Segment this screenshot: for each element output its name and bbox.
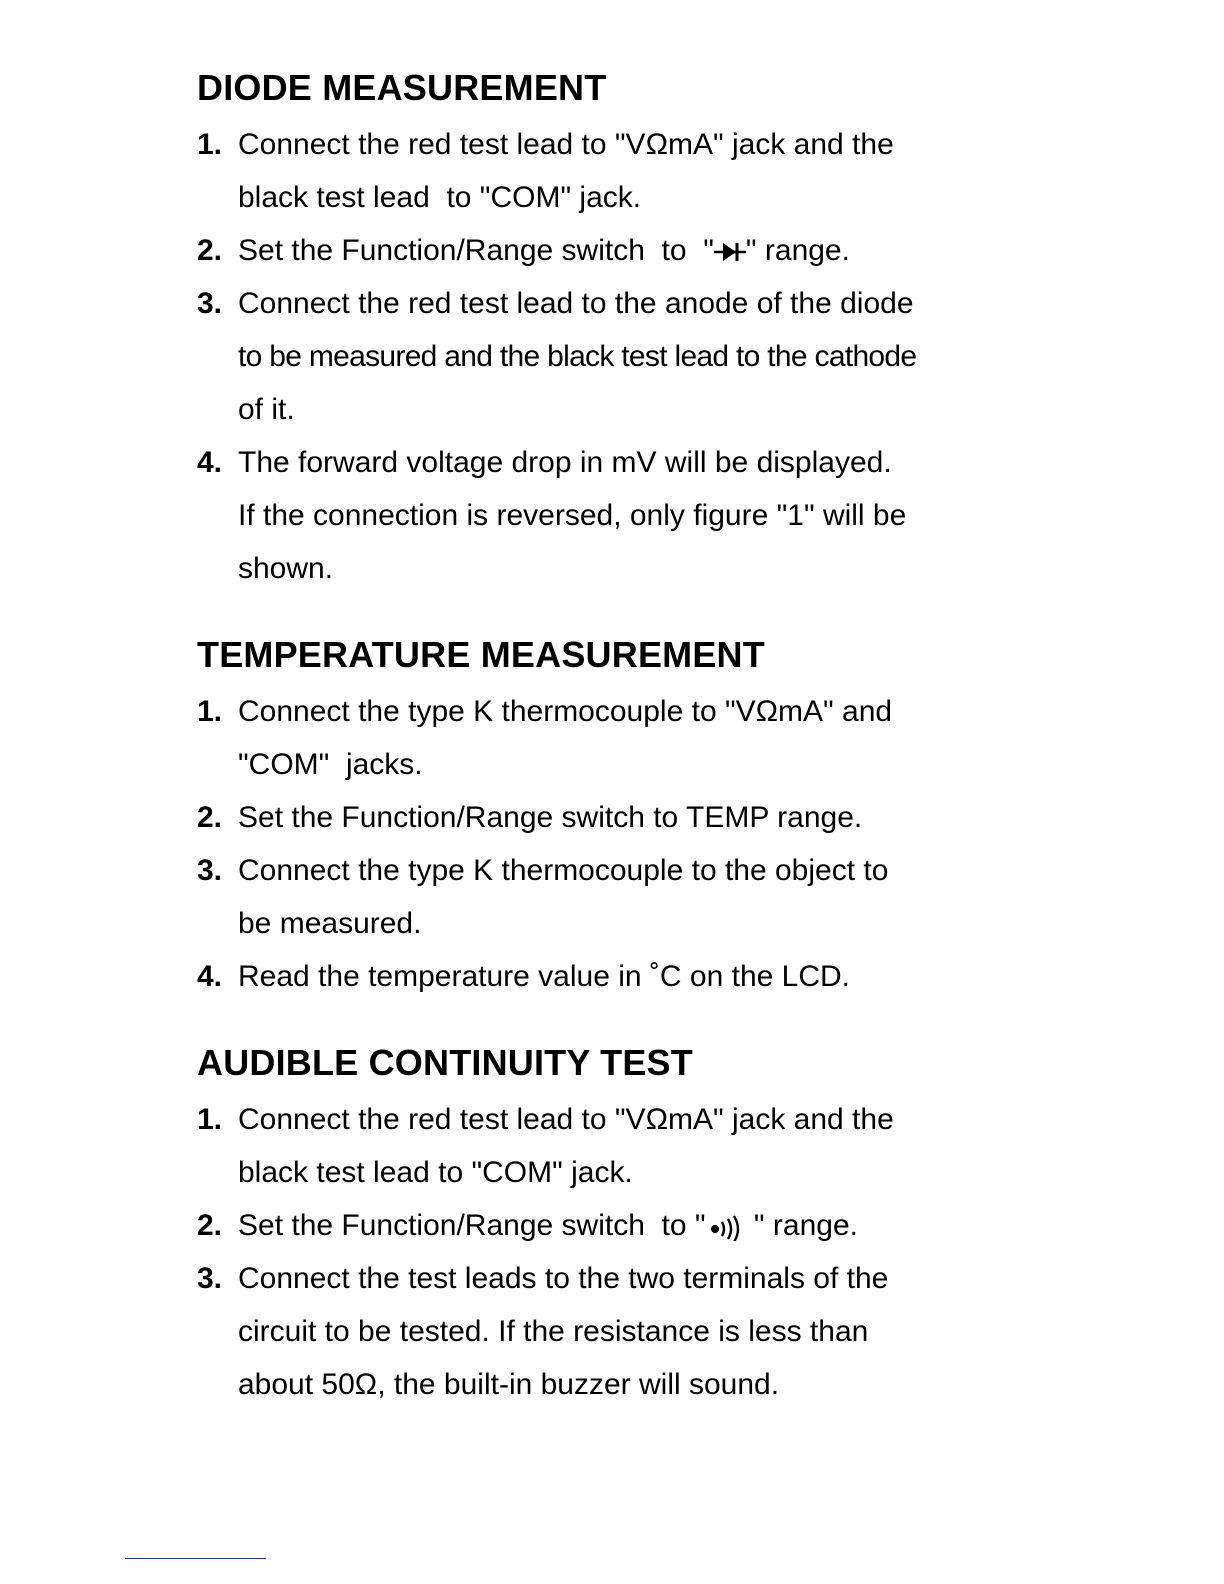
step-number: 1. <box>197 1103 223 1136</box>
step-number: 3. <box>197 287 223 320</box>
temperature-step-4 <box>197 950 997 1003</box>
section-title-continuity: AUDIBLE CONTINUITY TEST <box>197 1042 693 1083</box>
step-line: about 50Ω, the built-in buzzer will sound. <box>238 1368 780 1401</box>
temperature-step-1 <box>197 685 997 791</box>
step-line: The forward voltage drop in mV will be displayed. <box>238 446 892 479</box>
step-number: 2. <box>197 234 223 267</box>
step-text-after: " range. <box>745 234 850 267</box>
step-text <box>238 950 850 1003</box>
diode-step-1 <box>197 118 997 224</box>
step-text-after: " range. <box>745 1209 858 1242</box>
diode-icon <box>714 240 746 264</box>
continuity-step-1 <box>197 1093 997 1199</box>
continuity-test-section <box>197 1039 997 1411</box>
step-text <box>238 1093 894 1199</box>
step-text <box>238 685 892 791</box>
step-line: black test lead to "COM" jack. <box>238 181 642 214</box>
step-line: Connect the test leads to the two terminals of the <box>238 1262 889 1295</box>
section-title-temperature: TEMPERATURE MEASUREMENT <box>197 634 765 675</box>
diode-step-3 <box>197 277 997 436</box>
step-text <box>238 224 850 277</box>
step-text <box>238 844 888 950</box>
step-text <box>238 277 916 436</box>
step-number: 2. <box>197 1209 223 1242</box>
manual-page <box>197 64 997 1411</box>
step-line: of it. <box>238 393 295 426</box>
step-text <box>238 791 862 844</box>
buzzer-icon <box>706 1213 746 1241</box>
continuity-step-3 <box>197 1252 997 1411</box>
step-number: 2. <box>197 801 223 834</box>
diode-step-2 <box>197 224 997 277</box>
step-line: "COM" jacks. <box>238 748 423 781</box>
step-line: shown. <box>238 552 334 585</box>
step-text <box>238 118 894 224</box>
step-number: 3. <box>197 1262 223 1295</box>
diode-measurement-section <box>197 64 997 595</box>
continuity-steps <box>197 1093 997 1411</box>
step-line: be measured. <box>238 907 422 940</box>
diode-step-4 <box>197 436 997 595</box>
step-line: black test lead to "COM" jack. <box>238 1156 633 1189</box>
step-number: 4. <box>197 446 223 479</box>
step-line: Connect the type K thermocouple to the object to <box>238 854 889 887</box>
diode-steps <box>197 118 997 595</box>
temperature-step-2 <box>197 791 997 844</box>
step-line: Connect the red test lead to the anode of the diode <box>238 287 914 320</box>
step-text <box>238 1252 888 1411</box>
step-number: 4. <box>197 960 223 993</box>
step-number: 3. <box>197 854 223 887</box>
step-line: If the connection is reversed, only figure "1" will be <box>238 499 907 532</box>
step-line: Read the temperature value in ˚C on the LCD. <box>238 960 850 993</box>
step-text <box>238 436 906 595</box>
step-line: Connect the type K thermocouple to "VΩmA" and <box>238 695 893 728</box>
step-line: Connect the red test lead to "VΩmA" jack and the <box>238 1103 894 1136</box>
temperature-measurement-section <box>197 631 997 1003</box>
continuity-step-2 <box>197 1199 997 1252</box>
step-line: Connect the red test lead to "VΩmA" jack and the <box>238 128 894 161</box>
temperature-steps <box>197 685 997 1003</box>
temperature-step-3 <box>197 844 997 950</box>
step-line: circuit to be tested. If the resistance is less than <box>238 1315 869 1348</box>
step-number: 1. <box>197 695 223 728</box>
section-title-diode: DIODE MEASUREMENT <box>197 67 607 108</box>
step-line: Set the Function/Range switch to TEMP range. <box>238 801 863 834</box>
step-text-before: Set the Function/Range switch to " <box>238 234 714 267</box>
step-text-before: Set the Function/Range switch to " <box>238 1209 706 1242</box>
step-line: to be measured and the black test lead to the cathode <box>238 340 917 373</box>
step-text <box>238 1199 858 1252</box>
step-number: 1. <box>197 128 223 161</box>
footer-rule <box>125 1558 266 1559</box>
